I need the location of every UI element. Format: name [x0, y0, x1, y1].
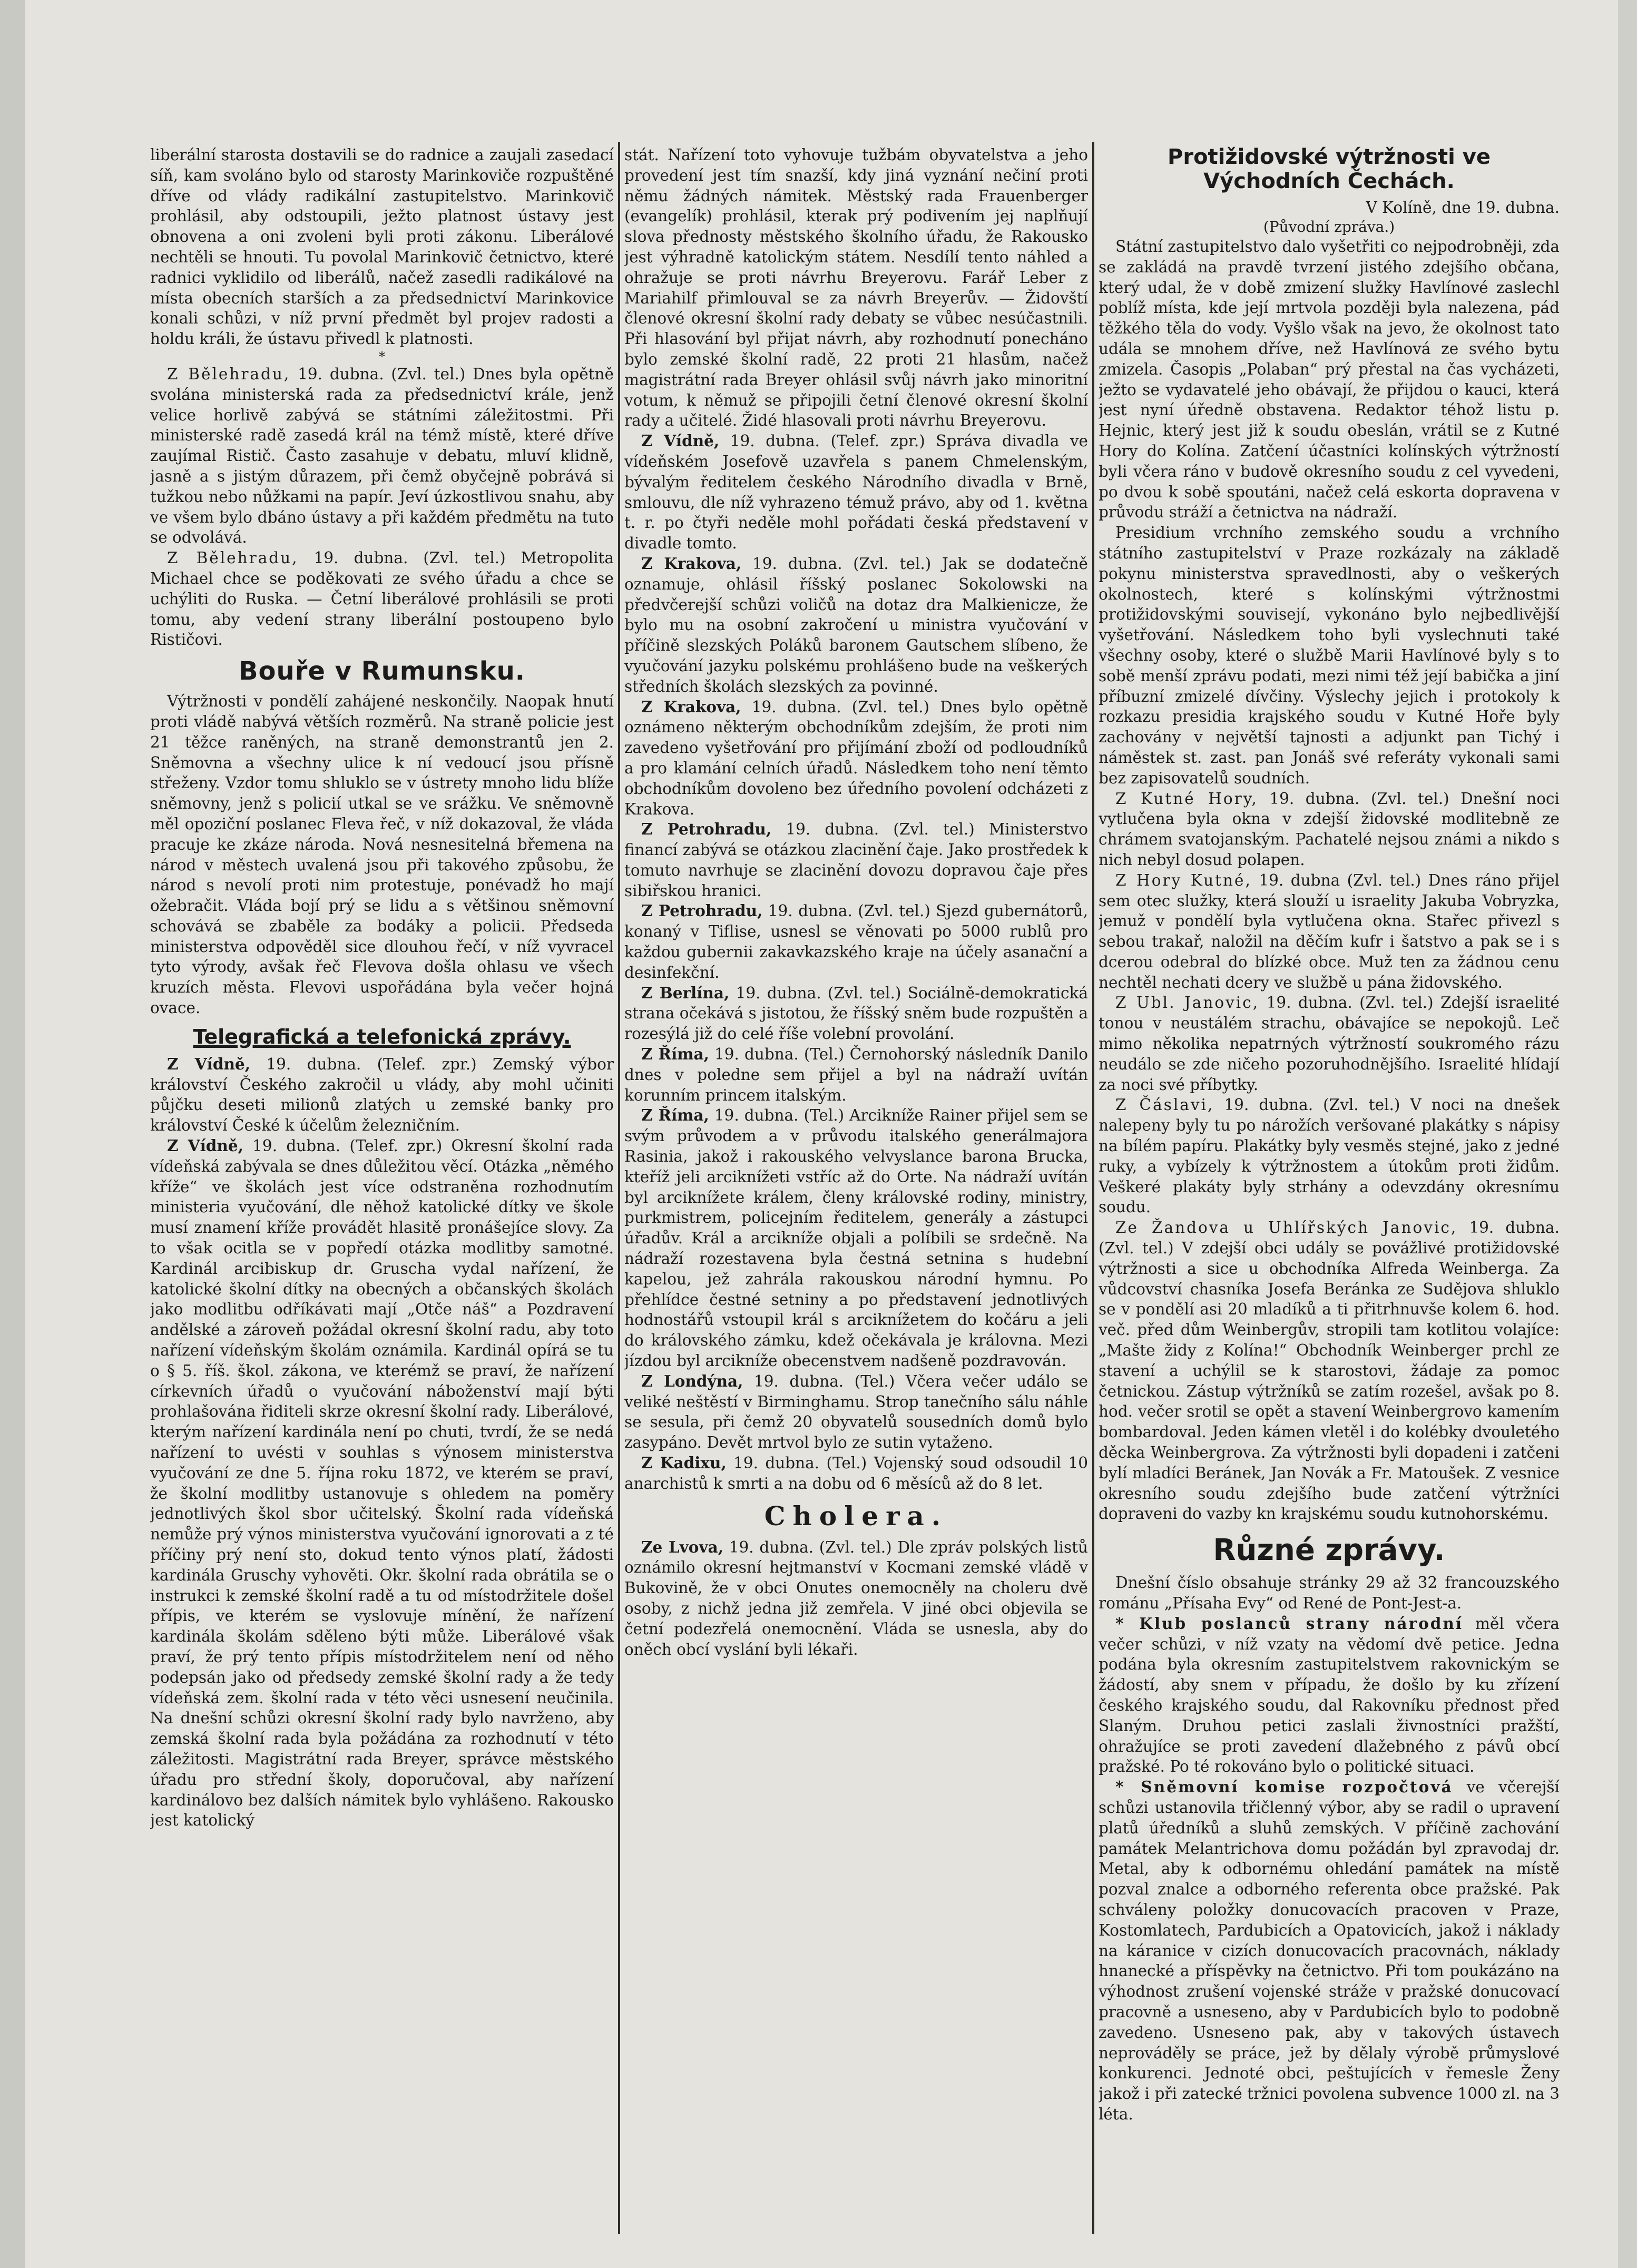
scan-edge-right [1618, 0, 1637, 2268]
column-2 [624, 145, 1088, 2228]
city-label: Z Hory Kutné, [1115, 871, 1252, 889]
article-text: 19. dubna. (Tel.) Včera večer událo se veliké neštěstí v Birminghamu. Strop tanečního sálu náhle se sesula, při čemž 20 obyvatelů sousedních domů bylo zasypáno. Devět mrtvol bylo ze sutin vytaženo. [624, 1372, 1088, 1452]
item-label: * Sněmovní komise rozpočtová [1115, 1778, 1453, 1796]
article-paragraph [624, 983, 1088, 1044]
city-label: Z Čáslavi, [1115, 1096, 1214, 1114]
article-text: 19. dubna. (Zvl. tel.) V noci na dnešek nalepeny byly tu po nárožích veršované plakátky s nápisy na bílém papíru. Plakátky byly vesměs stejné, jako z jedné ruky, a vybízely k výtržnostem a útokům proti židům. Veškeré plakáty byly strhány a odevzdány okresnímu soudu. [1099, 1096, 1560, 1216]
city-label: Z Říma, [641, 1045, 709, 1064]
article-text: 19. dubna. (Zvl. tel.) Dnešní noci vytlučena byla okna v zdejší židovské modlitebně ze chrámem svatojanským. Pachatelé nejsou známi a nikdo s nich nebyl dosud polapen. [1099, 789, 1560, 869]
city-label: Z Krakova, [641, 554, 742, 573]
article-paragraph: stát. Nařízení toto vyhovuje tužbám obyvatelstva a jeho provedení jest tím snazší, kdy jiná vyznání nečiní proti němu žádných námitek. Městský rada Frauenberger (evangelík) prohlásil, kterak prý podivením jej naplňují slova přednosty městského školního úřadu, že Rakousko jest výhradně katolickým státem. Nesdílí tento náhled a ohražuje se proti návrhu Breyerovu. Farář Leber z Mariahilf přimlouval se za návrh Breyerův. — Židovští členové okresní školní rady debaty se vůbec nesúčastnili. Při hlasování byl přijat návrh, aby rozhodnutí ponecháno bylo zemské školní radě, 22 proti 21 hlasům, načež magistrátní rada Breyer ohlásil svůj návrh jako minoritní votum, k němuž se připojili četní členové okresní školní rady a učitelé. Židé hlasovali proti návrhu Breyerovu. [624, 146, 1088, 430]
article-text: 19. dubna. (Telef. zpr.) Okresní školní rada vídeňská zabývala se dnes důležitou věcí. Otázka „němého kříže“ ve školách jest více odstraněna rozhodnutím ministeria vyučování, dle něhož katolické dítky ve škole musí znamení kříže provádět hlasitě pronášejíce slovy. Za to však ocitla se v popředí otázka modlitby samotné. Kardinál arcibiskup dr. Gruscha vydal nařízení, že katolické školní dítky na obecných a občanských školách jako modlitbu odříkávati mají „Otče náš“ a Pozdravení andělské a zároveň požádal okresní školní radu, aby toto nařízení vídeňským školám oznámila. Kardinál opírá se tu o § 5. říš. škol. zákona, ve kterémž se praví, že nařízení církevních úřadů o vyučování náboženství mají býti prohlašována řiditeli skrze okresní školní rady. Liberálové, kterým nařízení kardinála není po chuti, tvrdí, že se nedá nařízení to uvésti v souhlas s výnosem ministerstva vyučování ze dne 5. října roku 1872, ve kterém se praví, že školní modlitby ustanovuje s ohledem na poměry jednotlivých škol sbor učitelský. Školní rada vídeňská nemůže prý výnos ministerstva vyučování ignorovati a z té příčiny prý není sto, dokud tento výnos platí, žádosti kardinála Gruschy vyhověti. Okr. školní rada obrátila se o instrukci k zemské školní radě a tu od místodržitele došel přípis, ve kterém se vyslovuje mínění, že nařízení kardinála školám sděleno býti může. Liberálové však praví, že prý tento přípis místodržitelem není od něho podepsán jako od předsedy zemské školní rady a že tedy vídeňská zem. školní rada v této věci usnesení neučinila. Na dnešní schůzi okresní školní rady bylo navrženo, aby zemská školní rada byla požádána za rozhodnutí v této záležitosti. Magistrátní rada Breyer, správce městského úřadu pro střední školy, doporučoval, aby nařízení kardinálovo bez dalších námitek bylo vyhlášeno. Rakousko jest katolický [150, 1137, 614, 1830]
article-text: měl včera večer schůzi, v níž vzaty na vědomí dvě petice. Jedna podána byla okresním zastupitelstvem rakovnickým se žádostí, aby snem v případu, že došlo by ku zřízení českého krajského soudu, dal Rakovníku přednost před Slaným. Druhou petici zaslali živnostníci pražští, ohražujíce se proti zavedení dlažebného z pávů obcí pražské. Po té rokováno bylo o politické situaci. [1099, 1614, 1560, 1776]
city-label: Z Londýna, [641, 1371, 743, 1390]
article-text: 19. dubna. (Zvl. tel.) Zdejší israelité tonou v neustálém strachu, obávajíce se nepokojů. Leč mimo několika nepatrných výtržností soukromého rázu neudálo se zde ničeho pozoruhodnějšího. Israelité hlídají za noci své příbytky. [1099, 994, 1560, 1094]
headline-cholera: Cholera. [764, 1500, 948, 1531]
column-rule-1 [618, 142, 620, 2234]
article-paragraph [1099, 1218, 1560, 1524]
article-text: 19. dubna. (Zvl. tel.) Dle zpráv polských listů oznámilo okresní hejtmanství v Kocmani zemské vládě v Bukovině, že v obci Onutes onemocněly na choleru dvě osoby, z nichž jedna již zemřela. V jiné obci objevila se četní podezřelá onemocnění. Vláda se usnesla, aby do oněch obcí vyslání byli lékaři. [624, 1538, 1088, 1658]
article-paragraph: Dnešní číslo obsahuje stránky 29 až 32 francouzského románu „Přísaha Evy“ od René de Pont-Jest-a. [1099, 1574, 1560, 1612]
article-paragraph [1099, 870, 1560, 993]
article-text: 19. dubna. (Zvl. tel.) Dnes bylo opětně oznámeno některým obchodníkům zdejším, že proti nim zavedeno vyšetřování pro přijímání zboží od podloudníků a pro klamání celních úřadů. Následkem toho není těmto obchodníkům dovoleno bez úředního povolení odcházeti z Krakova. [624, 698, 1088, 818]
article-paragraph [624, 1105, 1088, 1371]
dateline: V Kolíně, dne 19. dubna. [1366, 199, 1560, 217]
item-label: * Klub poslanců strany národní [1115, 1614, 1464, 1633]
city-label: Z Bělehradu, [167, 549, 299, 567]
article-text: 19. dubna. (Tel.) Černohorský následník Danilo dnes v poledne sem přijel a byl na nádraží uvítán korunním princem italským. [624, 1045, 1088, 1104]
separator-star: * [379, 349, 385, 364]
article-paragraph [624, 554, 1088, 697]
article-text: 19. dubna. (Tel.) Arcikníže Rainer přijel sem se svým průvodem a v průvodu italského generálmajora Rasinia, jakož i rakouského velvyslance barona Brucka, kteříž jeli arciknížeti vstříc až do Orte. Na nádraží uvítán byl arciknížete králem, členy královské rodiny, ministry, purkmistrem, policejním ředitelem, generály a zástupci úřadův. Král a arcikníže objali a políbili se srdečně. Na nádraží rozestavena byla čestná setnina s hudební kapelou, jež zahrála rakouskou národní hymnu. Po přehlídce čestné setniny a po představení jednotlivých hodnostářů vstoupil král s arciknížetem do kočáru a jeli do královského zámku, kdež očekávala je královna. Mezi jízdou byl arcikníže obecenstvem nadšeně pozdravován. [624, 1106, 1088, 1370]
article-paragraph [624, 1044, 1088, 1105]
city-label: Z Bělehradu, [167, 365, 291, 383]
original-report-label: (Původní zpráva.) [1263, 218, 1395, 235]
column-rule-2 [1092, 142, 1094, 2234]
article-paragraph: liberální starosta dostavili se do radnice a zaujali zasedací síň, kam svoláno bylo od starosty Marinkoviče rozpuštěné dříve od vlády radikální zastupitelstvo. Marinkovič prohlásil, aby odstoupili, ježto platnost ústavy jest obnovena a oni zvoleni byli proti zákonu. Liberálové nechtěli se hnouti. Tu povolal Marinkovič četnictvo, které radnici vyklidilo od liberálů, načež zasedli radikálové na místa obecních starších a za předsednictví Marinkovice konali schůzi, v níž první předmět byl projev radosti a holdu králi, že ústavu přivedl k platnosti. [150, 146, 614, 348]
article-text: 19. dubna. (Zvl. tel.) Ministerstvo financí zabývá se otázkou zlacinění čaje. Jako prostředek k tomuto navrhuje se zlacinění dovozu dopravou čaje přes sibiřskou hranici. [624, 820, 1088, 900]
headline-bouře-v-rumunsku: Bouře v Rumunsku. [238, 656, 526, 686]
article-paragraph [150, 364, 614, 548]
city-label: Z Petrohradu, [641, 901, 763, 920]
headline-ruzne-zpravy: Různé zprávy. [1213, 1533, 1445, 1568]
city-label: Z Berlína, [641, 983, 730, 1002]
headline-protizidovske-vytrznosti: Protižidovské výtržnosti ve Východních Čechách. [1168, 145, 1491, 193]
headline-telegraficka-zpravy: Telegrafická a telefonická zprávy. [193, 1025, 571, 1048]
city-label: Z Kadixu, [641, 1454, 727, 1472]
article-paragraph [624, 431, 1088, 554]
article-text: 19. dubna (Zvl. tel.) Dnes ráno přijel sem otec služky, která slouží u israelity Jakuba Vobryzka, jemuž v pondělí byla vytlučena okna. Stařec přivezl s sebou trakař, naložil na děčím kufr i šatstvo a pak se i s dcerou odebral do blízké obce. Muž ten za žádnou cenu nechtěl nechati dcery ve službě u pána židovského. [1099, 871, 1560, 991]
city-label: Ze Žandova u Uhlířských Janovic, [1115, 1219, 1458, 1237]
article-paragraph [150, 1054, 614, 1136]
article-paragraph: Státní zastupitelstvo dalo vyšetřiti co nejpodrobněji, zda se zakládá na pravdě tvrzení jistého zdejšího občana, který udal, že v době zmizení služky Havlínové zaslechl poblíž místa, kde její mrtvola později byla nalezena, pád těžkého těla do vody. Vyšlo však na jevo, že okolnost tato udála se mnohem dříve, než Havlínová ze svého bytu zmizela. Časopis „Polaban“ prý přestal na čas vycházeti, ježto se vydavatelé jeho obávají, že přijdou o kauci, která jest nyní úředně obstavena. Redaktor téhož listu p. Hejnic, který jest již k soudu obeslán, vrátil se z Kutné Hory do Kolína. Zatčení účastníci kolínských výtržností byli včera ráno v budově okresního soudu z cel vyvedeni, po dvou k sobě spoutáni, načež celá eskorta dopravena v průvodu stráží a četnictva na nádraží. [1099, 238, 1560, 522]
article-paragraph [624, 901, 1088, 983]
city-label: Z Vídně, [167, 1054, 250, 1073]
article-paragraph [1099, 1777, 1560, 2125]
article-paragraph [150, 548, 614, 650]
article-paragraph [624, 819, 1088, 901]
article-text: 19. dubna. (Telef. zpr.) Správa divadla ve vídeňském Josefově uzavřela s panem Chmelenským, bývalým ředitelem českého Národního divadla v Brně, smlouvu, dle níž vyhrazeno témuž právo, aby od 1. května t. r. po čtyři neděle mohl pořádati česká představení v divadle tomto. [624, 432, 1088, 553]
city-label: Z Vídně, [167, 1136, 243, 1155]
article-text: 19. dubna. (Tel.) Vojenský soud odsoudil 10 anarchistů k smrti a na dobu od 6 měsíců až do 8 let. [624, 1454, 1088, 1493]
article-paragraph [150, 1136, 614, 1831]
article-text: 19. dubna. (Zvl. tel.) Metropolita Michael chce se poděkovati ze svého úřadu a chce se uchýliti do Ruska. — Četní liberálové prohlásili se proti tomu, aby vedení strany liberální postoupeno bylo Rističovi. [150, 549, 614, 649]
article-text: 19. dubna. (Telef. zpr.) Zemský výbor království Českého zakročil u vlády, aby mohl učiniti půjčku deseti milionů zlatých u zemské banky pro království České k účelům železničním. [150, 1055, 614, 1135]
article-text: 19. dubna. (Zvl. tel.) Jak se dodatečně oznamuje, ohlásil říšský poslanec Sokolowski na předvčerejší schůzi voličů na dotaz dra Malkienicze, že bylo mu na osobní zakročení u ministra vyučování v příčině slezských Poláků baronem Gautschem slíbeno, že vyučování jazyku polskému prohlášeno bude na veškerých středních školách slezských za povinné. [624, 554, 1088, 695]
article-paragraph [1099, 993, 1560, 1095]
article-text: 19. dubna. (Zvl. tel.) V zdejší obci udály se povážlivé protižidovské výtržnosti a sice u obchodníka Alfreda Weinberga. Za vůdcovství chasníka Josefa Beránka ze Sudějova shluklo se v pondělí asi 20 mladíků a ti přitrhnuvše kolem 6. hod. več. před dům Weinbergův, stropili tam kotlitou volajíce: „Mašte židy z Kolína!“ Obchodník Weinberger prchl ze stavení a uchýlil se k starostovi, žádaje za pomoc četnickou. Zástup výtržníků se zatím rozešel, avšak po 8. hod. večer srotil se opět a stavení Weinbergrovo kamením bombardoval. Jeden kámen vletěl i do kolébky dvouletého děcka Weinbergrova. Za výtržnosti byli dopadeni i zatčeni bylí mladíci Beránek, Jan Novák a Fr. Matoušek. Z vesnice okresního soudu zdejšího bude zatčení výtržníci dopraveni do vazby kn krajskému soudu kutnohorskému. [1099, 1219, 1560, 1523]
city-label: Z Říma, [641, 1106, 709, 1125]
city-label: Z Ubl. Janovic, [1115, 994, 1260, 1012]
article-paragraph: Výtržnosti v pondělí zahájené neskončily. Naopak hnutí proti vládě nabývá větších rozměrů. Na straně policie jest 21 těžce raněných, na straně demonstrantů jen 2. Sněmovna a všechny ulice k ní vedoucí jsou přísně střeženy. Vzdor tomu shluklo se v ústrety mnoho lidu blíže sněmovny, jenž s policií utkal se ve srážku. Ve sněmovně měl opoziční poslanec Fleva řeč, v níž dokazoval, že vláda pracuje ke zkáze národa. Nová nesnesitelná břemena na národ v městech uvalená jsou při takového způsobu, že národ s nevolí proti nim protestuje, ponévadž ho mají ožebračit. Vláda bojí prý se lidu a s většinou sněmovní schovává se zbaběle za bodáky a policii. Předseda ministerstva odpověděl sice dlouhou řečí, v níž vyvracel tyto výrody, avšak řeč Flevova došla ohlasu ve všech kruzích města. Flevovi uspořádána byla večer hojná ovace. [150, 692, 614, 1017]
city-label: Z Vídně, [641, 431, 720, 450]
article-paragraph [624, 1453, 1088, 1494]
article-paragraph [624, 1371, 1088, 1453]
scan-edge-left [0, 0, 25, 2268]
city-label: Z Kutné Hory, [1115, 789, 1258, 808]
article-paragraph [1099, 1614, 1560, 1777]
city-label: Z Krakova, [641, 697, 741, 716]
article-paragraph [1099, 789, 1560, 870]
article-text: 19. dubna. (Zvl. tel.) Dnes byla opětně svolána ministerská rada za předsednictví krále, jenž velice horlivě zabývá se státními záležitostmi. Při ministerské radě zasedá král na témž místě, které dříve zaujímal Ristič. Často zasahuje v debatu, mluví klidně, jasně a s jistým důrazem, při čemž obyčejně pobrává si tužkou nebo nůžkami na papír. Jeví úzkostlivou snahu, aby ve všem bylo dbáno ústavy a při každém předmětu na tuto se odvolává. [150, 365, 614, 547]
city-label: Z Petrohradu, [641, 820, 772, 839]
article-paragraph [1099, 1095, 1560, 1218]
article-text: ve včerejší schůzi ustanovila třičlenný výbor, aby se radil o upravení platů úředníků a sluhů zemských. V příčině zachování památek Melantrichova domu požádán byl zpravodaj dr. Metal, aby k odbornému ohledání památek na místě pozval znalce a odborného referenta obce pražské. Pak schváleny položky donucovacích pracoven v Praze, Kostomlatech, Pardubicích a Opatovicích, jakož i náklady na káranice v cizích donucovacích pracovnách, náklady hnanecké a příspěvky na četnictvo. Při tom poukázáno na výhodnost zrušení vojenské stráže v pražské donucovací pracovně a usneseno, aby v Pardubicích bylo to podobně zavedeno. Usneseno pak, aby v takových ústavech neprováděly se práce, jež by dělaly výrobě průmyslové konkurenci. Jednoté obci, peštujících v řemesle Ženy jakož i při zatecké tržnici povolena subvence 1000 zl. na 3 léta. [1099, 1778, 1560, 2123]
column-3 [1099, 145, 1560, 2228]
article-text: 19. dubna. (Zvl. tel.) Sociálně-demokratická strana očekává s jistotou, že říšský sněm bude rozpuštěn a rozesýlá již do celé říše volební provolání. [624, 984, 1088, 1043]
article-text: 19. dubna. (Zvl. tel.) Sjezd gubernátorů, konaný v Tiflise, usnesl se věnovati po 5000 rublů pro každou gubernii zakavkazského kraje na účely asanační a desinfekční. [624, 902, 1088, 981]
city-label: Ze Lvova, [641, 1537, 723, 1556]
article-paragraph: Presidium vrchního zemského soudu a vrchního státního zastupitelství v Praze rozkázaly na základě pokynu ministerstva spravedlnosti, aby o veškerých okolnostech, které s kolínskými výtržnostmi protižidovskými souvisejí, vykonáno bylo nejbedlivější vyšetřování. Následkem toho byli vyslechnuti také všechny osoby, které o službě Marii Havlínové byly s to sobě menší zprávu podati, mezi nimi též její babička a jiní příbuzní zmizelé dívčiny. Výslechy jejich i protokoly k rozkazu presidia krajského soudu v Kutné Hoře byly zachovány v největší tajnosti a adjunkt pan Tichý i náměstek st. zast. pan Jonáš své referáty vykonali sami bez zapisovatelů soudních. [1099, 524, 1560, 787]
column-1 [150, 145, 614, 2228]
article-paragraph [624, 1537, 1088, 1660]
article-paragraph [624, 697, 1088, 820]
